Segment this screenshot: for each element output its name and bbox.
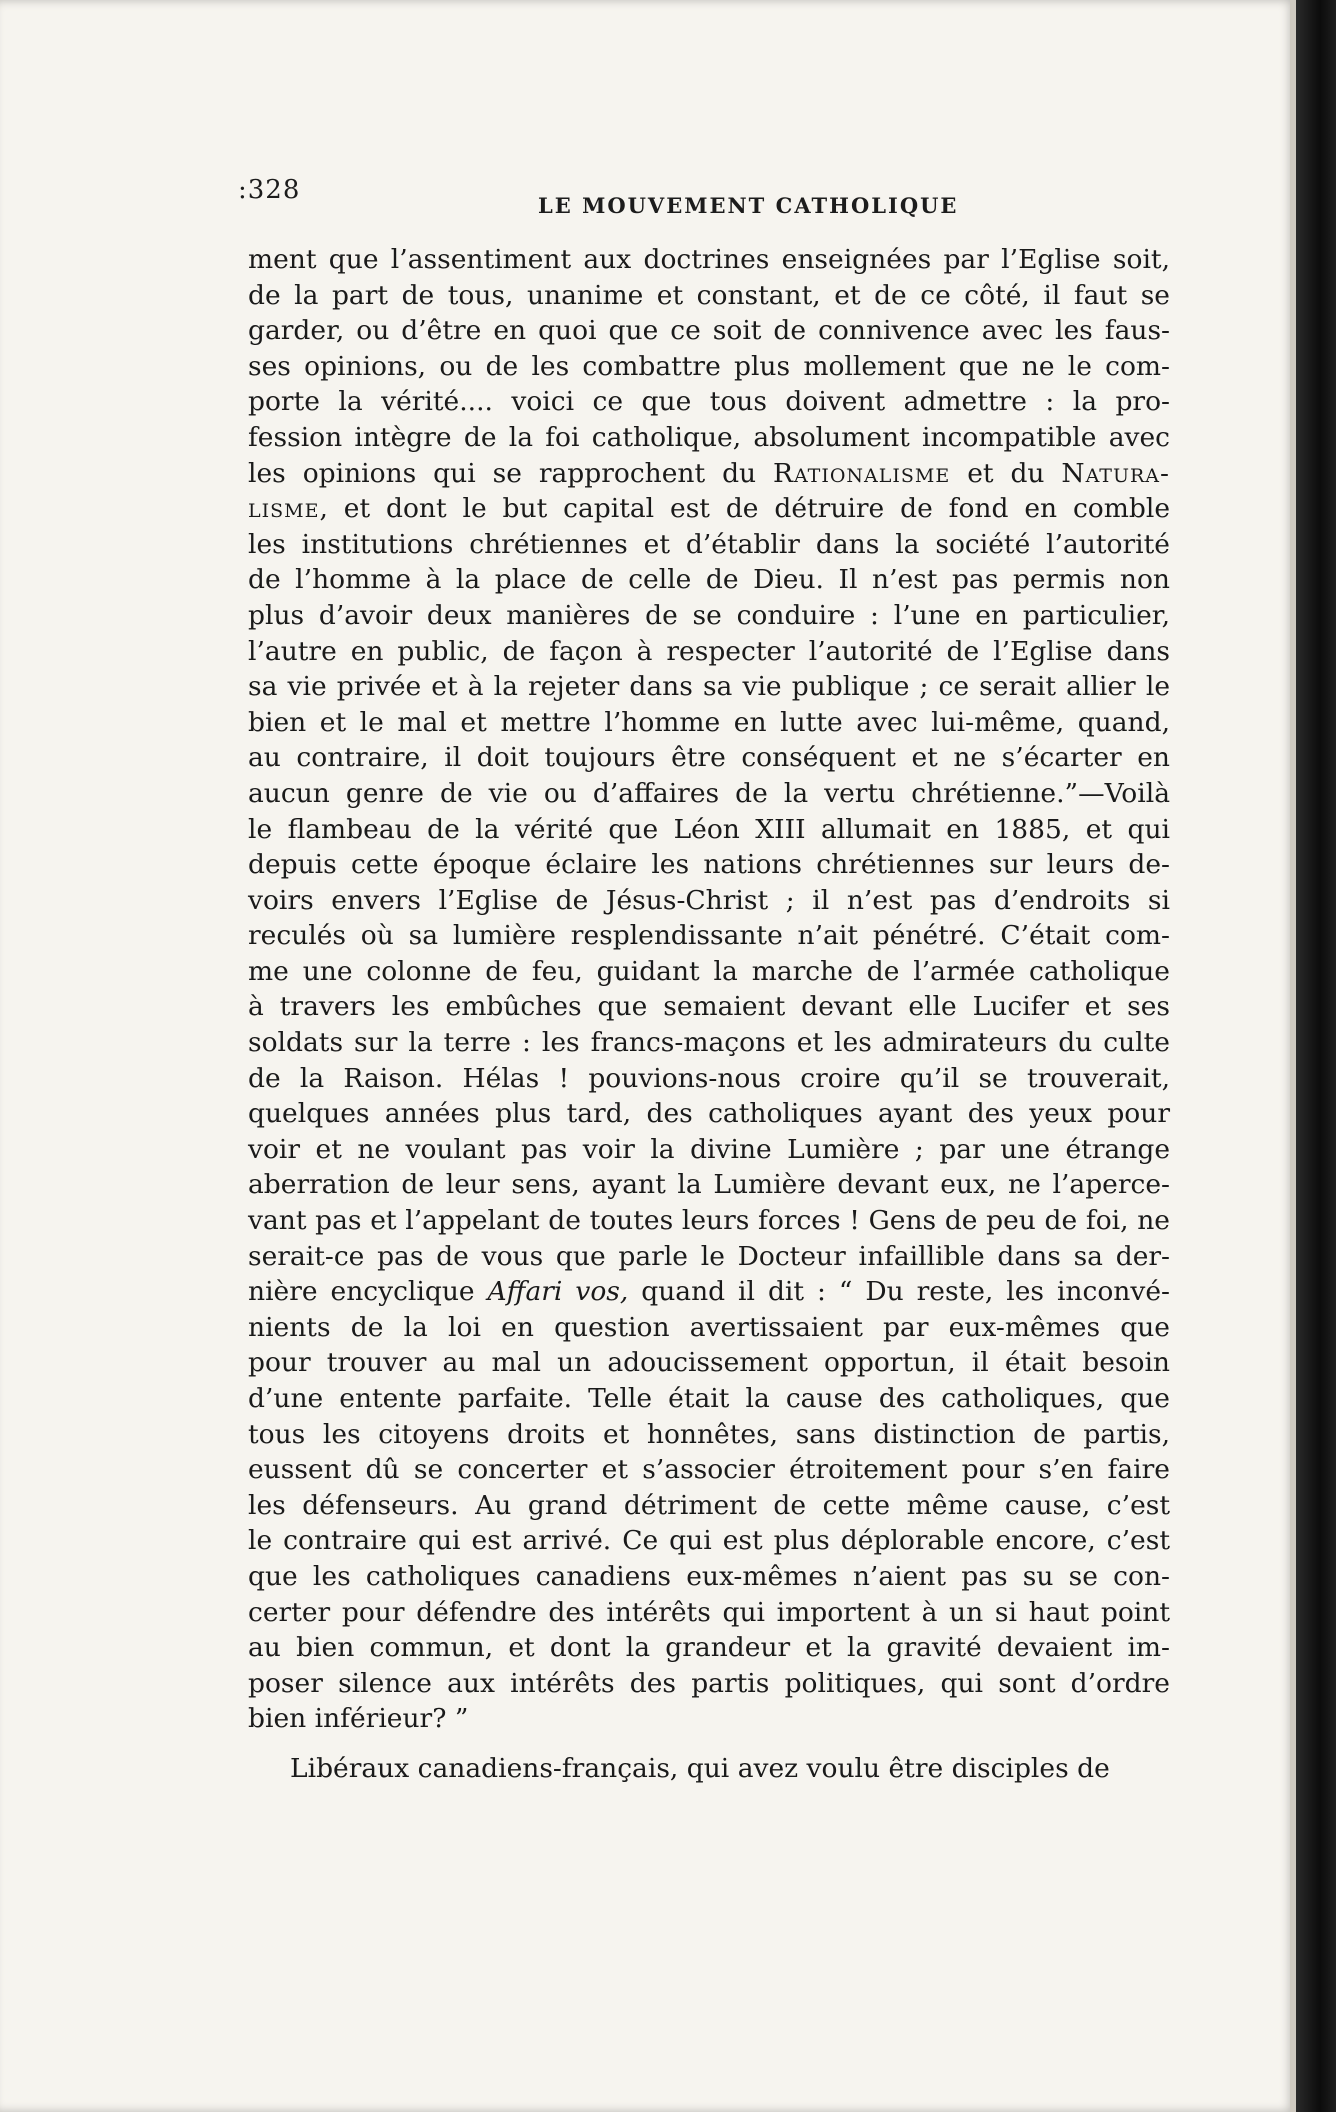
text-line: bien inférieur? ” — [248, 1703, 469, 1735]
text-run: et du — [967, 457, 1045, 489]
text-line: garder, ou d’être en quoi que ce soit de connivence avec les faus- — [248, 315, 1170, 347]
text-run: quand il dit : “ Du reste, les inconvé- — [641, 1276, 1170, 1308]
text-line: vant pas et l’appelant de toutes leurs forces ! Gens de peu de foi, ne — [248, 1205, 1170, 1237]
text-line: fession intègre de la foi catholique, absolument incompatible avec — [248, 421, 1170, 453]
text-line: ment que l’assentiment aux doctrines enseignées par l’Eglise soit, — [248, 244, 1170, 275]
small-caps-term: lisme — [248, 493, 320, 525]
text-line: depuis cette époque éclaire les nations chrétiennes sur leurs de- — [248, 849, 1170, 881]
text-line: porte la vérité.... voici ce que tous doivent admettre : la pro- — [248, 386, 1170, 418]
text-line — [248, 456, 1170, 492]
small-caps-term: Natura- — [1061, 457, 1170, 489]
text-line: poser silence aux intérêts des partis politiques, qui sont d’ordre — [248, 1667, 1170, 1699]
scan-border — [1296, 0, 1336, 2112]
text-line: soldats sur la terre : les francs-maçons et les admirateurs du culte — [248, 1027, 1170, 1059]
text-line: me une colonne de feu, guidant la marche de l’armée catholique — [248, 955, 1170, 987]
text-line: bien et le mal et mettre l’homme en lutte avec lui-même, quand, — [248, 706, 1170, 738]
text-line: l’autre en public, de façon à respecter l’autorité de l’Eglise dans — [248, 635, 1170, 667]
text-line: au bien commun, et dont la grandeur et la gravité devaient im- — [248, 1632, 1170, 1664]
text-line: d’une entente parfaite. Telle était la cause des catholiques, que — [248, 1383, 1170, 1414]
text-line: que les catholiques canadiens eux-mêmes n’aient pas su se con- — [248, 1560, 1170, 1592]
text-line: de l’homme à la place de celle de Dieu. Il n’est pas permis non — [248, 564, 1170, 596]
small-caps-term: Rationalisme — [773, 457, 951, 489]
text-line: sa vie privée et à la rejeter dans sa vie publique ; ce serait allier le — [248, 671, 1170, 703]
page-header — [238, 175, 1198, 225]
text-line: de la part de tous, unanime et constant, et de ce côté, il faut se — [248, 279, 1170, 311]
text-line: pour trouver au mal un adoucissement opportun, il était besoin — [248, 1347, 1170, 1379]
text-line: eussent dû se concerter et s’associer étroitement pour s’en faire — [248, 1454, 1170, 1486]
page-number: :328 — [238, 175, 301, 205]
text-line: voir et ne voulant pas voir la divine Lumière ; par une étrange — [248, 1133, 1170, 1165]
text-line: de la Raison. Hélas ! pouvions-nous croire qu’il se trouverait, — [248, 1062, 1170, 1094]
text-line: certer pour défendre des intérêts qui importent à un si haut point — [248, 1596, 1170, 1628]
text-line: le flambeau de la vérité que Léon XIII allumait en 1885, et qui — [248, 813, 1170, 845]
text-line: les institutions chrétiennes et d’établir dans la société l’autorité — [248, 528, 1170, 560]
running-head: LE MOUVEMENT CATHOLIQUE — [538, 193, 959, 218]
text-line: reculés où sa lumière resplendissante n’ait pénétré. C’était com- — [248, 920, 1170, 952]
text-line: à travers les embûches que semaient devant elle Lucifer et ses — [248, 991, 1170, 1023]
text-line: serait-ce pas de vous que parle le Docteur infaillible dans sa der- — [248, 1240, 1170, 1272]
text-line — [248, 1274, 1170, 1310]
text-line — [248, 491, 1170, 527]
body-text — [248, 242, 1170, 1787]
text-line: le contraire qui est arrivé. Ce qui est plus déplorable encore, c’est — [248, 1525, 1170, 1557]
text-line: quelques années plus tard, des catholiques ayant des yeux pour — [248, 1098, 1170, 1130]
text-line: ses opinions, ou de les combattre plus mollement que ne le com- — [248, 350, 1170, 382]
text-line: voirs envers l’Eglise de Jésus-Christ ; il n’est pas d’endroits si — [248, 884, 1170, 916]
text-run: , et dont le but capital est de détruire de fond en comble — [319, 493, 1170, 525]
text-run: les opinions qui se rapprochent du — [248, 457, 757, 489]
text-line: aucun genre de vie ou d’affaires de la vertu chrétienne.”—Voilà — [248, 777, 1170, 809]
text-line: nients de la loi en question avertissaient par eux-mêmes que — [248, 1311, 1170, 1343]
text-line: aberration de leur sens, ayant la Lumière devant eux, ne l’aperce- — [248, 1169, 1170, 1201]
text-line: tous les citoyens droits et honnêtes, sans distinction de partis, — [248, 1418, 1170, 1450]
text-line: au contraire, il doit toujours être conséquent et ne s’écarter en — [248, 742, 1170, 774]
text-line: les défenseurs. Au grand détriment de cette même cause, c’est — [248, 1489, 1170, 1521]
text-line: plus d’avoir deux manières de se conduire : l’une en particulier, — [248, 599, 1170, 631]
italic-title: Affari vos, — [487, 1276, 629, 1308]
paragraph-start-line: Libéraux canadiens-français, qui avez voulu être disciples de — [290, 1752, 1110, 1784]
text-run: nière encyclique — [248, 1276, 475, 1308]
